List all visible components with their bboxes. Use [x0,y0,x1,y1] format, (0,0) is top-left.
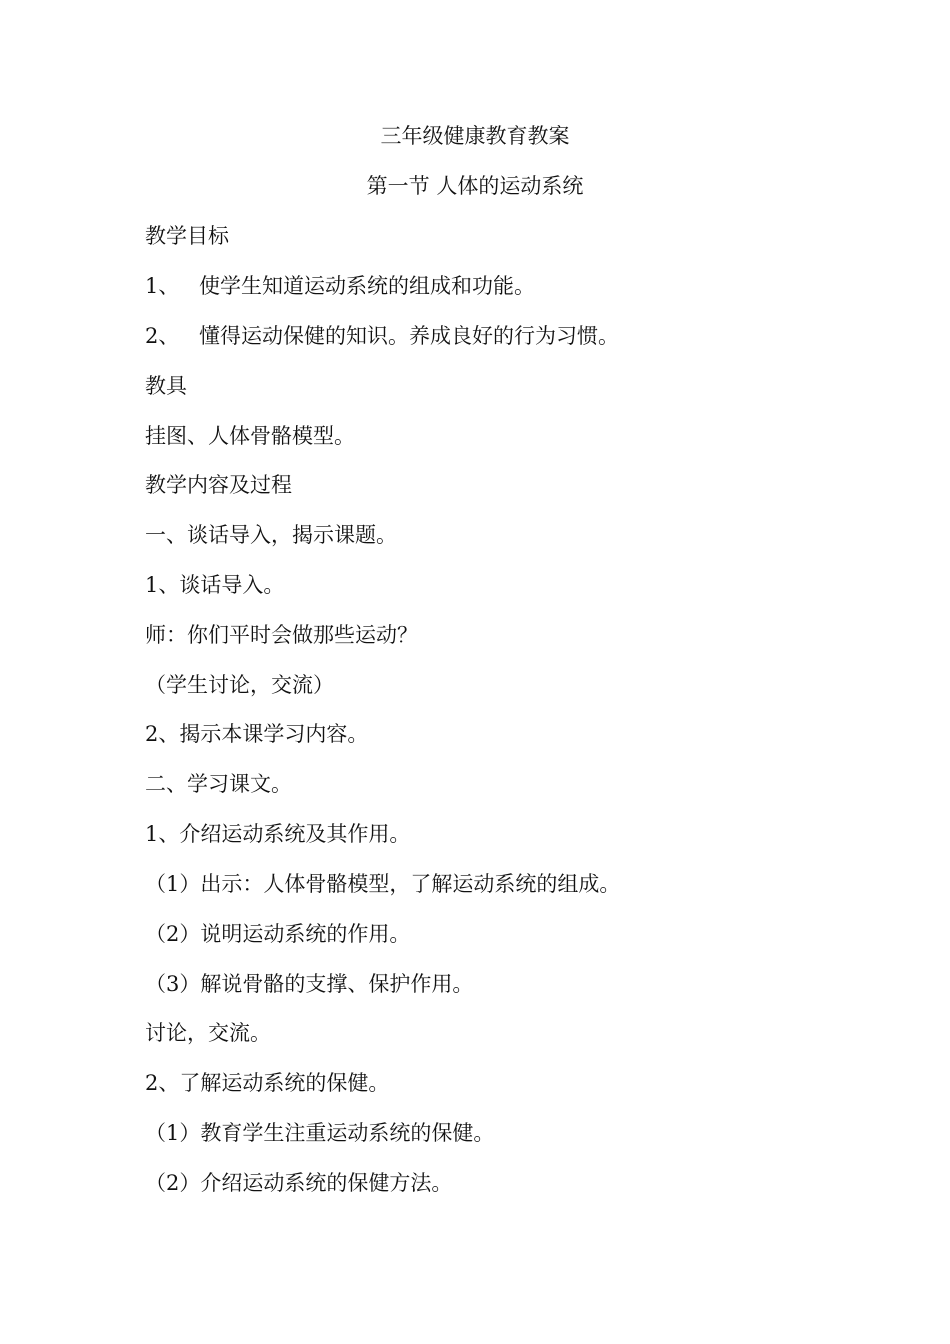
objective-item [145,272,535,300]
tools-text: 挂图、人体骨骼模型。 [145,424,355,448]
process-line: （1）出示：人体骨骼模型，了解运动系统的组成。 [145,872,621,896]
document-title: 三年级健康教育教案 [380,124,570,148]
document-subtitle: 第一节 人体的运动系统 [366,174,584,198]
objective-number: 1、 [145,274,180,298]
process-line: 1、谈话导入。 [145,573,285,597]
process-line: （3）解说骨骼的支撑、保护作用。 [145,972,474,996]
process-line: （2）介绍运动系统的保健方法。 [145,1171,453,1195]
process-line: 讨论，交流。 [145,1021,271,1045]
objective-item [145,322,619,350]
process-line: （学生讨论，交流） [145,673,334,697]
process-line: （1）教育学生注重运动系统的保健。 [145,1121,495,1145]
process-line: （2）说明运动系统的作用。 [145,922,411,946]
objective-number: 2、 [145,324,180,348]
tools-heading: 教具 [145,374,187,398]
process-line: 二、学习课文。 [145,772,292,796]
process-line: 一、谈话导入，揭示课题。 [145,523,397,547]
process-heading: 教学内容及过程 [145,473,292,497]
objectives-heading: 教学目标 [145,224,229,248]
objective-text: 使学生知道运动系统的组成和功能。 [199,274,535,298]
process-line: 1、介绍运动系统及其作用。 [145,822,411,846]
process-line: 2、了解运动系统的保健。 [145,1071,390,1095]
process-line: 师：你们平时会做那些运动？ [145,623,418,647]
process-line: 2、揭示本课学习内容。 [145,722,369,746]
objective-text: 懂得运动保健的知识。养成良好的行为习惯。 [199,324,619,348]
